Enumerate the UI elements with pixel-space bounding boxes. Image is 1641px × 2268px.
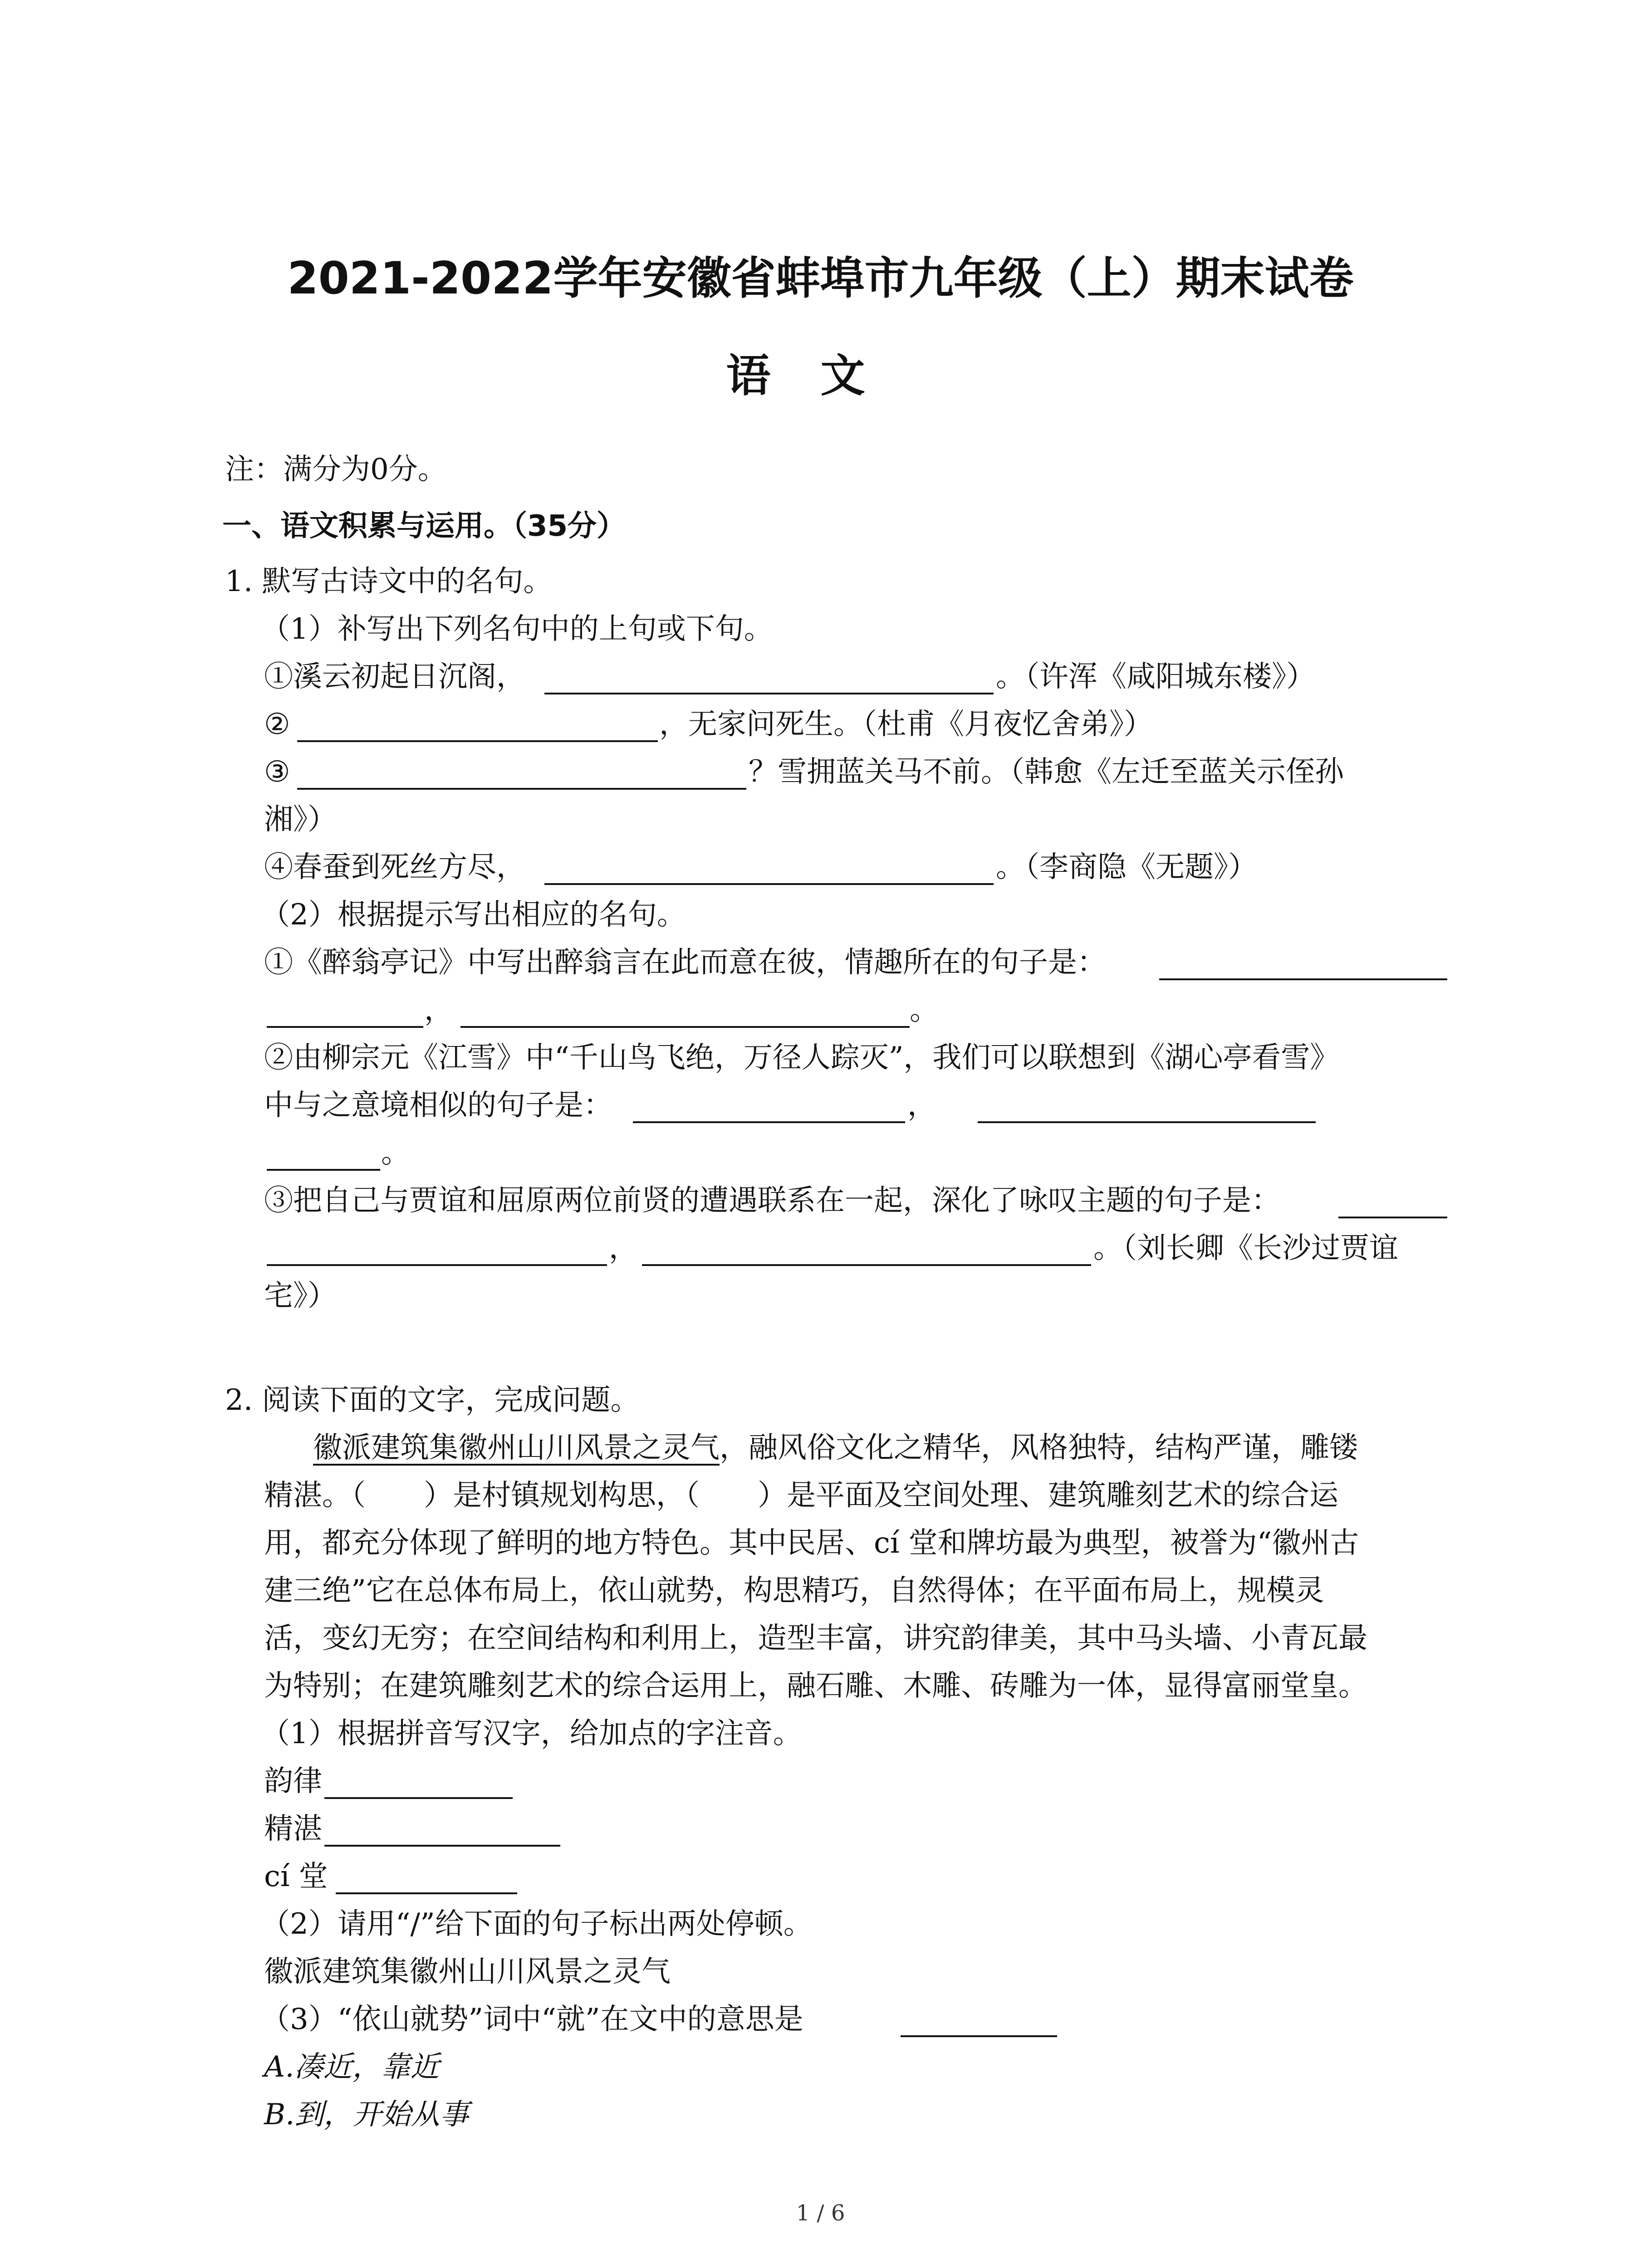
q1-j1-end: 。 [910, 993, 939, 1027]
page-title: 2021-2022学年安徽省蚌埠市九年级（上）期末试卷 [287, 253, 1354, 304]
q2-word1: 韵律 [264, 1765, 322, 1798]
q2-word3: cí 堂 [264, 1860, 328, 1893]
q1-stem: 1. 默写古诗文中的名句。 [225, 565, 553, 598]
q1-j2-comma: ， [907, 1089, 936, 1122]
score-note: 注：满分为0分。 [225, 453, 447, 486]
answer-blank[interactable] [1338, 1217, 1447, 1218]
q2-word2: 精湛 [264, 1812, 322, 1846]
answer-blank[interactable] [544, 693, 994, 694]
answer-blank[interactable] [978, 1121, 1316, 1123]
section-heading: 一、语文积累与运用。（35分） [222, 509, 626, 543]
q1-part2: （2）根据提示写出相应的名句。 [261, 898, 686, 932]
passage-underlined-phrase: 徽派建筑集徽州山川风景之灵气 [313, 1431, 720, 1465]
answer-blank[interactable] [267, 1026, 423, 1028]
answer-blank[interactable] [642, 1264, 1091, 1266]
passage-line5: 活，变幻无穷；在空间结构和利用上，造型丰富，讲究韵律美，其中马头墙、小青瓦最 [264, 1622, 1367, 1655]
passage-line2: 精湛。（ ）是村镇规划构思，（ ）是平面及空间处理、建筑雕刻艺术的综合运 [264, 1479, 1338, 1512]
passage-line3: 用，都充分体现了鲜明的地方特色。其中民居、cí 堂和牌坊最为典型，被誉为“徽州古 [264, 1526, 1359, 1560]
q1-j3-comma: ， [609, 1232, 638, 1265]
passage-line1 [313, 1431, 1358, 1465]
passage-line4: 建三绝”它在总体布局上，依山就势，构思精巧，自然得体；在平面布局上，规模灵 [264, 1574, 1324, 1608]
q1-item2-pre: ② [264, 708, 290, 741]
q1-item3-pre: ③ [264, 755, 290, 789]
q1-item2-post: ，无家问死生。（杜甫《月夜忆舍弟》） [659, 708, 1153, 741]
page-subtitle: 语文 [726, 350, 915, 402]
answer-blank[interactable] [297, 740, 658, 742]
passage-line6: 为特别；在建筑雕刻艺术的综合运用上，融石雕、木雕、砖雕为一体，显得富丽堂皇。 [264, 1669, 1367, 1703]
answer-blank[interactable] [1159, 978, 1447, 980]
q1-j2-line2: 中与之意境相似的句子是： [264, 1089, 612, 1122]
answer-blank[interactable] [901, 2035, 1057, 2037]
answer-blank[interactable] [544, 883, 994, 885]
q1-j3-post: 。（刘长卿《长沙过贾谊 [1093, 1232, 1398, 1265]
passage-line1-rest: ，融风俗文化之精华，风格独特，结构严谨，雕镂 [720, 1431, 1358, 1465]
answer-blank[interactable] [297, 788, 746, 790]
answer-blank[interactable] [460, 1026, 910, 1028]
q2-stem: 2. 阅读下面的文字，完成问题。 [225, 1383, 640, 1417]
q1-j3-line1: ③把自己与贾谊和屈原两位前贤的遭遇联系在一起，深化了咏叹主题的句子是： [264, 1184, 1280, 1217]
answer-blank[interactable] [267, 1169, 380, 1171]
q1-part1: （1）补写出下列名句中的上句或下句。 [261, 612, 773, 646]
q1-j2-end: 。 [381, 1136, 410, 1170]
option-b[interactable]: B.到，开始从事 [264, 2098, 469, 2131]
q1-item3-cont: 湘》） [264, 803, 337, 836]
q2-part2-sentence: 徽派建筑集徽州山川风景之灵气 [264, 1955, 671, 1989]
q1-j2-line1: ②由柳宗元《江雪》中“千山鸟飞绝，万径人踪灭”，我们可以联想到《湖心亭看雪》 [264, 1041, 1339, 1075]
q2-part2: （2）请用“/”给下面的句子标出两处停顿。 [261, 1907, 813, 1941]
q1-item1-post: 。（许浑《咸阳城东楼》） [996, 660, 1315, 694]
answer-blank[interactable] [324, 1845, 560, 1847]
q2-part1: （1）根据拼音写汉字，给加点的字注音。 [261, 1717, 802, 1750]
q1-item4-post: 。（李商隐《无题》） [996, 850, 1257, 884]
answer-blank[interactable] [336, 1892, 517, 1894]
q1-j1-comma: ， [424, 993, 453, 1027]
q1-item4-pre: ④春蚕到死丝方尽， [264, 850, 525, 884]
q1-j3-cont: 宅》） [264, 1279, 337, 1313]
q1-j1-line1: ①《醉翁亭记》中写出醉翁言在此而意在彼，情趣所在的句子是： [264, 946, 1106, 979]
answer-blank[interactable] [633, 1121, 905, 1123]
q2-part3: （3）“依山就势”词中“就”在文中的意思是 [261, 2003, 803, 2036]
answer-blank[interactable] [267, 1264, 607, 1266]
option-a[interactable]: A.凑近，靠近 [264, 2050, 440, 2084]
page-number: 1 / 6 [796, 2200, 845, 2226]
q1-item1-pre: ①溪云初起日沉阁， [264, 660, 525, 694]
q1-item3-post: ？雪拥蓝关马不前。（韩愈《左迁至蓝关示侄孙 [749, 755, 1344, 789]
answer-blank[interactable] [324, 1797, 513, 1799]
